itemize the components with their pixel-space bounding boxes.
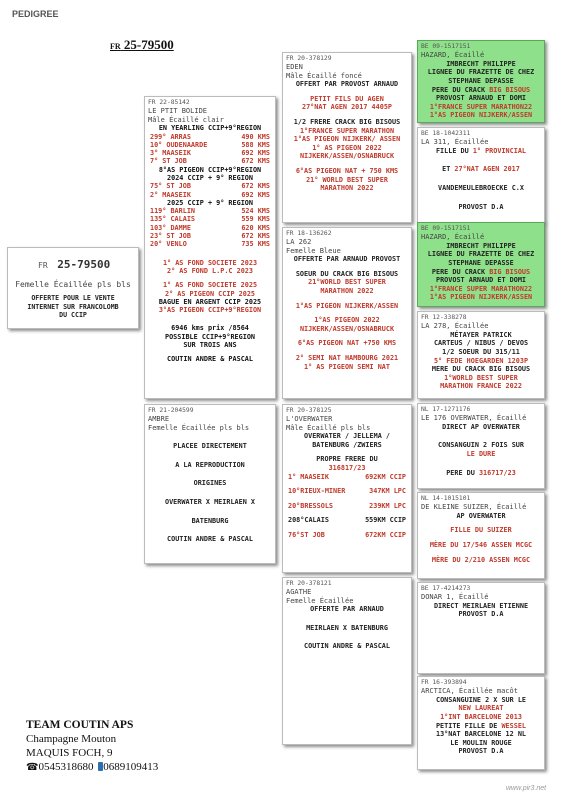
subject-sex: Femelle Écaillée pls bls [15, 280, 131, 289]
subject-card[interactable] [7, 247, 139, 329]
ancestor-card-8[interactable]: FR 16-393894 ARCTICA, Écaillée macôt CONSANGUINE 2 X SUR LE NEW LAUREAT 1°INT BARCELONE 2013 PETITE FILLE DE WESSEL 13°NAT BARCELONE 12 NL LE MOULIN ROUGE PROVOST D.A [417, 676, 545, 770]
result-row: 208°CALAIS 559KM CCIP [288, 516, 406, 525]
ancestor-card-2[interactable]: BE 18-1042311 LA 311, Écaillée FILLE DU 1° PROVINCIAL ET 27°NAT AGEN 2017 VANDEMEULEBROECKE C.X PROVOST D.A [417, 127, 545, 223]
mother-card[interactable] [144, 404, 276, 564]
maternal-grandfather-card[interactable]: FR 20-378125 L'OVERWATER Mâle Écaillé pls bls OVERWATER / JELLEMA / BATENBURG /ZWIERS PROPRE FRERE DU 316817/23 1° MAASEIK 692KM CCIP 10°RIEUX-MINER 347KM LPC 20°BRESSOLS 239KM LPC 208°CALAIS 559KM CCIP 76°ST JOB 672KM CCIP [282, 404, 412, 573]
result-row: 76°ST JOB 672KM CCIP [288, 530, 406, 539]
result-row: 119° BARLIN 524 KMS [150, 207, 270, 216]
result-row: 103° DAMME 620 KMS [150, 223, 270, 232]
phone-icon: ☎ [26, 762, 39, 773]
watermark: www.pir3.net [506, 785, 547, 792]
ancestor-card-1[interactable]: BE 09-1517151 HAZARD, Écaillé IMBRECHT PHILIPPE LIGNEE DU FRAZETTE DE CHEZ STEPHANE DEPASSE PERE DU CRACK BIG BISOUS PROVOST ARNAUD ET DOMI 1°FRANCE SUPER MARATHON22 1°AS PIGEON NIJKERK/ASSEN [417, 40, 545, 123]
subject-notes: OFFERTE POUR LE VENTE INTERNET SUR FRANCOLOMB DU CCIP [27, 294, 119, 320]
page-title: PEDIGREE [12, 9, 59, 19]
breeder-info: TEAM COUTIN APS Champagne Mouton MAQUIS FOCH, 9 ☎0545318680 0689109413 [26, 719, 159, 773]
ancestor-card-5[interactable]: NL 17-1271176 LE 176 OVERWATER, Écaillé DIRECT AP OVERWATER CONSANGUIN 2 FOIS SUR LE DURE PERE DU 316717/23 [417, 403, 545, 489]
ancestor-card-3[interactable]: BE 09-1517151 HAZARD, Écaillé IMBRECHT PHILIPPE LIGNEE DU FRAZETTE DE CHEZ STEPHANE DEPASSE PERE DU CRACK BIG BISOUS PROVOST ARNAUD ET DOMI 1°FRANCE SUPER MARATHON22 1°AS PIGEON NIJKERK/ASSEN [417, 222, 545, 307]
result-row: 10° OUDENAARDE 588 KMS [150, 140, 270, 149]
ancestor-card-4[interactable]: FR 12-338278 LA 278, Écaillée MÉTAYER PATRICK CARTEUS / NIBUS / DEVOS 1/2 SOEUR DU 315/11 5° FEDE HOEGARDEN 1203P MERE DU CRACK BIG BISOUS 1°WORLD BEST SUPER MARATHON FRANCE 2022 [417, 311, 545, 399]
father-results: EN YEARLING CCIP+9°REGION 299° ARRAS 490 KMS 10° OUDENAARDE 588 KMS 3° MAASEIK 692 KMS 7° ST JOB 672 KMS 8°AS PIGEON CCIP+9°REGION 2024 CCIP + 9° REGION 75° ST JOB 672 KMS 2° MAASEIK 692 KMS 2025 CCIP + 9° REGION 119° BARLIN 524 KMS 135° CALAIS 559 KMS 103° DAMME 620 KMS 23° ST JOB 672 KMS 20° VENLO 735 KMS 1° AS FOND SOCIETE 2023 2° AS FOND L.P.C 2023 1° AS FOND SOCIETE 2025 2° AS PIGEON CCIP 2025 BAGUE EN ARGENT CCIP 2025 3°AS PIGEON CCIP+9°REGION 6946 kms prix /8564 POSSIBLE CCIP+9°REGION SUR TROIS ANS COUTIN ANDRE & PASCAL [145, 124, 275, 363]
result-row: 1° MAASEIK 692KM CCIP [288, 472, 406, 481]
result-row: 23° ST JOB 672 KMS [150, 232, 270, 241]
paternal-grandfather-card[interactable]: FR 20-378129 EDEN Mâle Écaillé foncé OFFERT PAR PROVOST ARNAUD PETIT FILS DU AGEN 27°NAT AGEN 2017 4405P 1/2 FRERE CRACK BIG BISOUS 1°FRANCE SUPER MARATHON 1°AS PIGEON NIJKERK/ ASSEN 1° AS PIGEON 2022 NIJKERK/ASSEN/OSNABRUCK 6°AS PIGEON NAT + 750 KMS 21° WORLD BEST SUPER MARATHON 2022 [282, 52, 412, 223]
result-row: 7° ST JOB 672 KMS [150, 157, 270, 166]
ancestor-card-6[interactable]: NL 14-1015101 DE KLEINE SUIZER, Écaillé AP OVERWATER FILLE DU SUIZER MÈRE DU 17/546 ASSEN MCGC MÈRE DU 2/210 ASSEN MCGC [417, 492, 545, 579]
result-row: 135° CALAIS 559 KMS [150, 215, 270, 224]
result-row: 20°BRESSOLS 239KM LPC [288, 501, 406, 510]
ancestor-card-7[interactable]: BE 17-4214273 DONAR 1, Écaillé DIRECT MEIRLAEN ETIENNE PROVOST D.A [417, 582, 545, 674]
main-ring-number: FR 25-79500 [110, 37, 174, 52]
paternal-grandmother-card[interactable]: FR 18-136262 LA 262 Femelle Bleue OFFERTE PAR ARNAUD PROVOST SOEUR DU CRACK BIG BISOUS 21°WORLD BEST SUPER MARATHON 2022 1°AS PIGEON NIJKERK/ASSEN 1°AS PIGEON 2022 NIJKERK/ASSEN/OSNABRUCK 6°AS PIGEON NAT +750 KMS 2° SEMI NAT HAMBOURG 2021 1° AS PIGEON SEMI NAT [282, 227, 412, 399]
result-row: 3° MAASEIK 692 KMS [150, 149, 270, 158]
result-row: 299° ARRAS 490 KMS [150, 132, 270, 141]
mother-notes: PLACEE DIRECTEMENT A LA REPRODUCTION ORIGINES OVERWATER X MEIRLAEN X BATENBURG COUTIN ANDRE & PASCAL [164, 442, 256, 544]
subject-ring: FR 25-79500 [38, 258, 111, 271]
result-row: 75° ST JOB 672 KMS [150, 182, 270, 191]
result-row: 20° VENLO 735 KMS [150, 240, 270, 249]
result-row: 2° MAASEIK 692 KMS [150, 190, 270, 199]
result-row: 10°RIEUX-MINER 347KM LPC [288, 487, 406, 496]
father-card[interactable] [144, 96, 276, 399]
mother-header: FR 21-204599 AMBRE Femelle Écaillée pls bls [148, 407, 250, 432]
father-header: FR 22-85142 LE PTIT BOLIDE Mâle Écaillé clair [148, 99, 224, 124]
maternal-grandmother-card[interactable]: FR 20-378121 AGATHE Femelle Écaillée OFFERTE PAR ARNAUD MEIRLAEN X BATENBURG COUTIN ANDRE & PASCAL [282, 577, 412, 745]
